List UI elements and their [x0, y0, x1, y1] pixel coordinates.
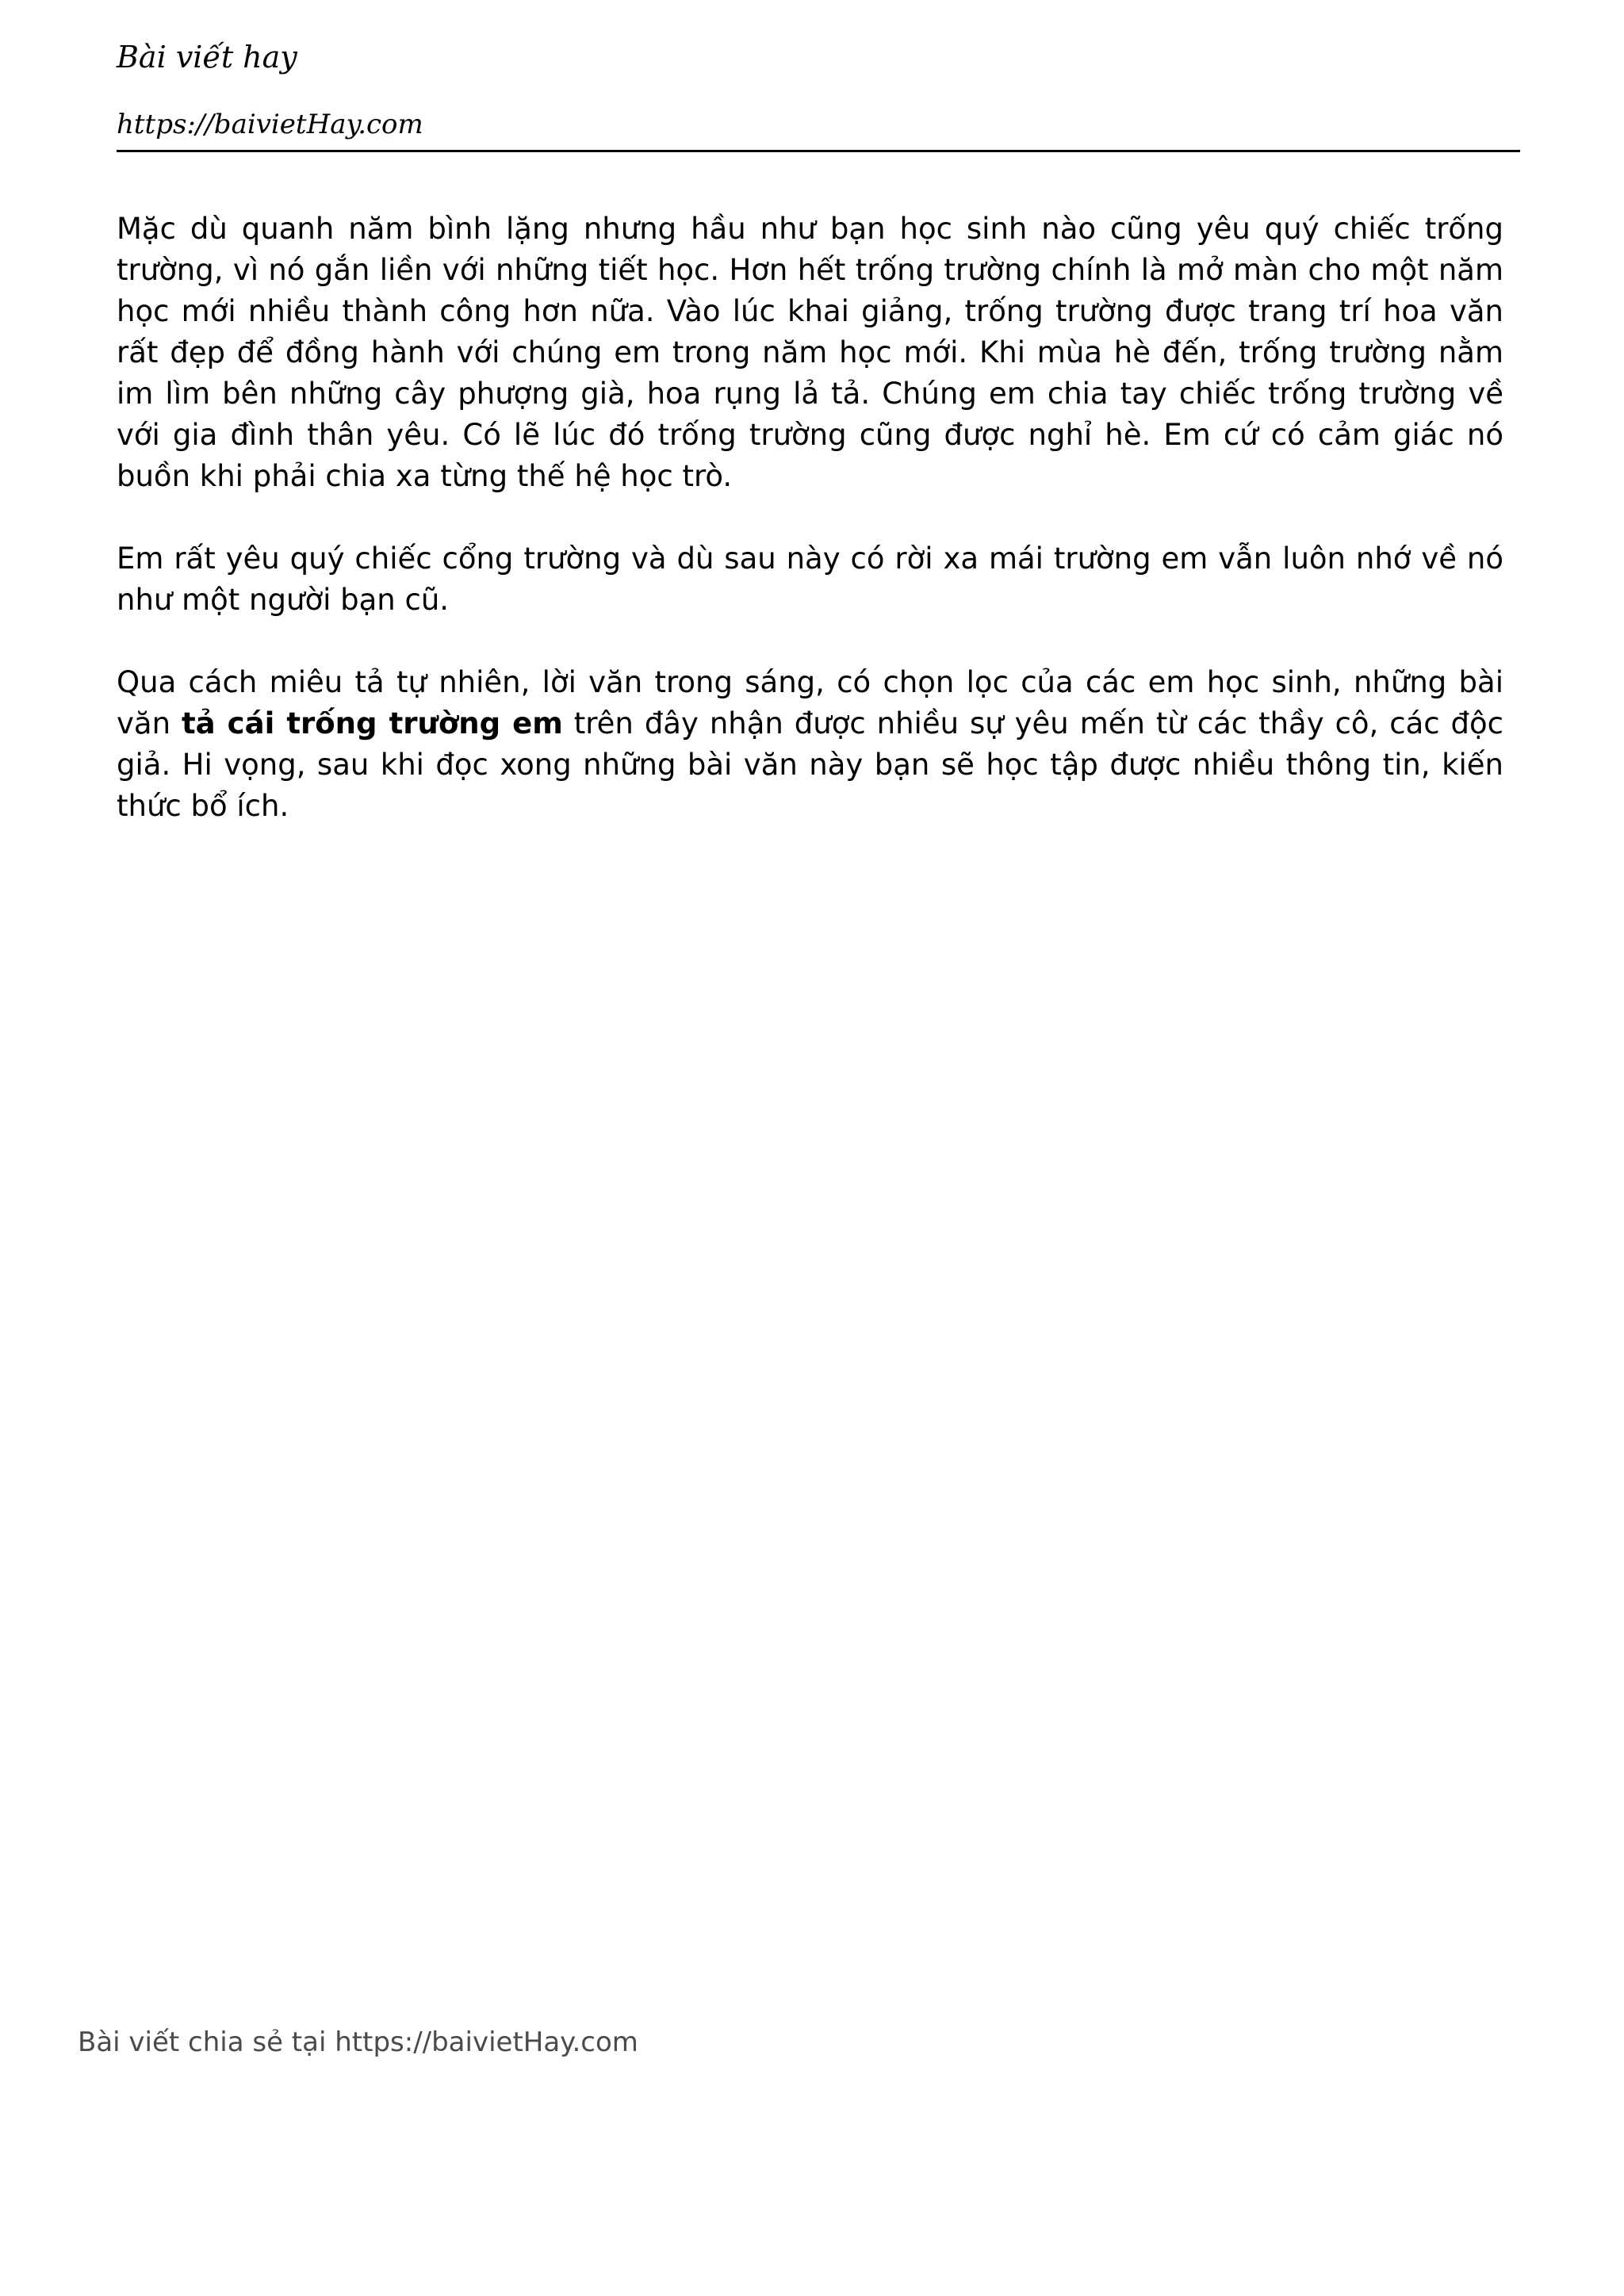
site-url[interactable]: https://baivietHay.com [117, 109, 423, 140]
page-header [117, 32, 1520, 152]
article-keyword: tả cái trống trường em [181, 706, 563, 740]
paragraph-2: Em rất yêu quý chiếc cổng trường và dù sau này có rời xa mái trường em vẫn luôn nhớ về nó như một người bạn cũ. [117, 541, 1503, 617]
paragraph-3 [117, 662, 1503, 827]
article-body [117, 209, 1503, 868]
paragraph-1: Mặc dù quanh năm bình lặng nhưng hầu như bạn học sinh nào cũng yêu quý chiếc trống trường, vì nó gắn liền với những tiết học. Hơn hết trống trường chính là mở màn cho một năm học mới nhiều thành công hơn nữa. Vào lúc khai giảng, trống trường được trang trí hoa văn rất đẹp để đồng hành với chúng em trong năm học mới. Khi mùa hè đến, trống trường nằm im lìm bên những cây phượng già, hoa rụng lả tả. Chúng em chia tay chiếc trống trường về với gia đình thân yêu. Có lẽ lúc đó trống trường cũng được nghỉ hè. Em cứ có cảm giác nó buồn khi phải chia xa từng thế hệ học trò. [117, 212, 1503, 493]
paragraph-3-text-before: Qua cách miêu tả tự nhiên, lời văn trong sáng, có chọn lọc của các em học sinh, những bài văn [117, 665, 1503, 740]
paragraph-3-text-after: trên đây nhận được nhiều sự yêu mến từ các thầy cô, các độc giả. Hi vọng, sau khi đọc xong những bài văn này bạn sẽ học tập được nhiều thông tin, kiến thức bổ ích. [117, 706, 1504, 823]
header-divider [117, 150, 1520, 152]
site-name: Bài viết hay [117, 40, 297, 75]
page-footer: Bài viết chia sẻ tại https://baivietHay.com [78, 2026, 638, 2058]
